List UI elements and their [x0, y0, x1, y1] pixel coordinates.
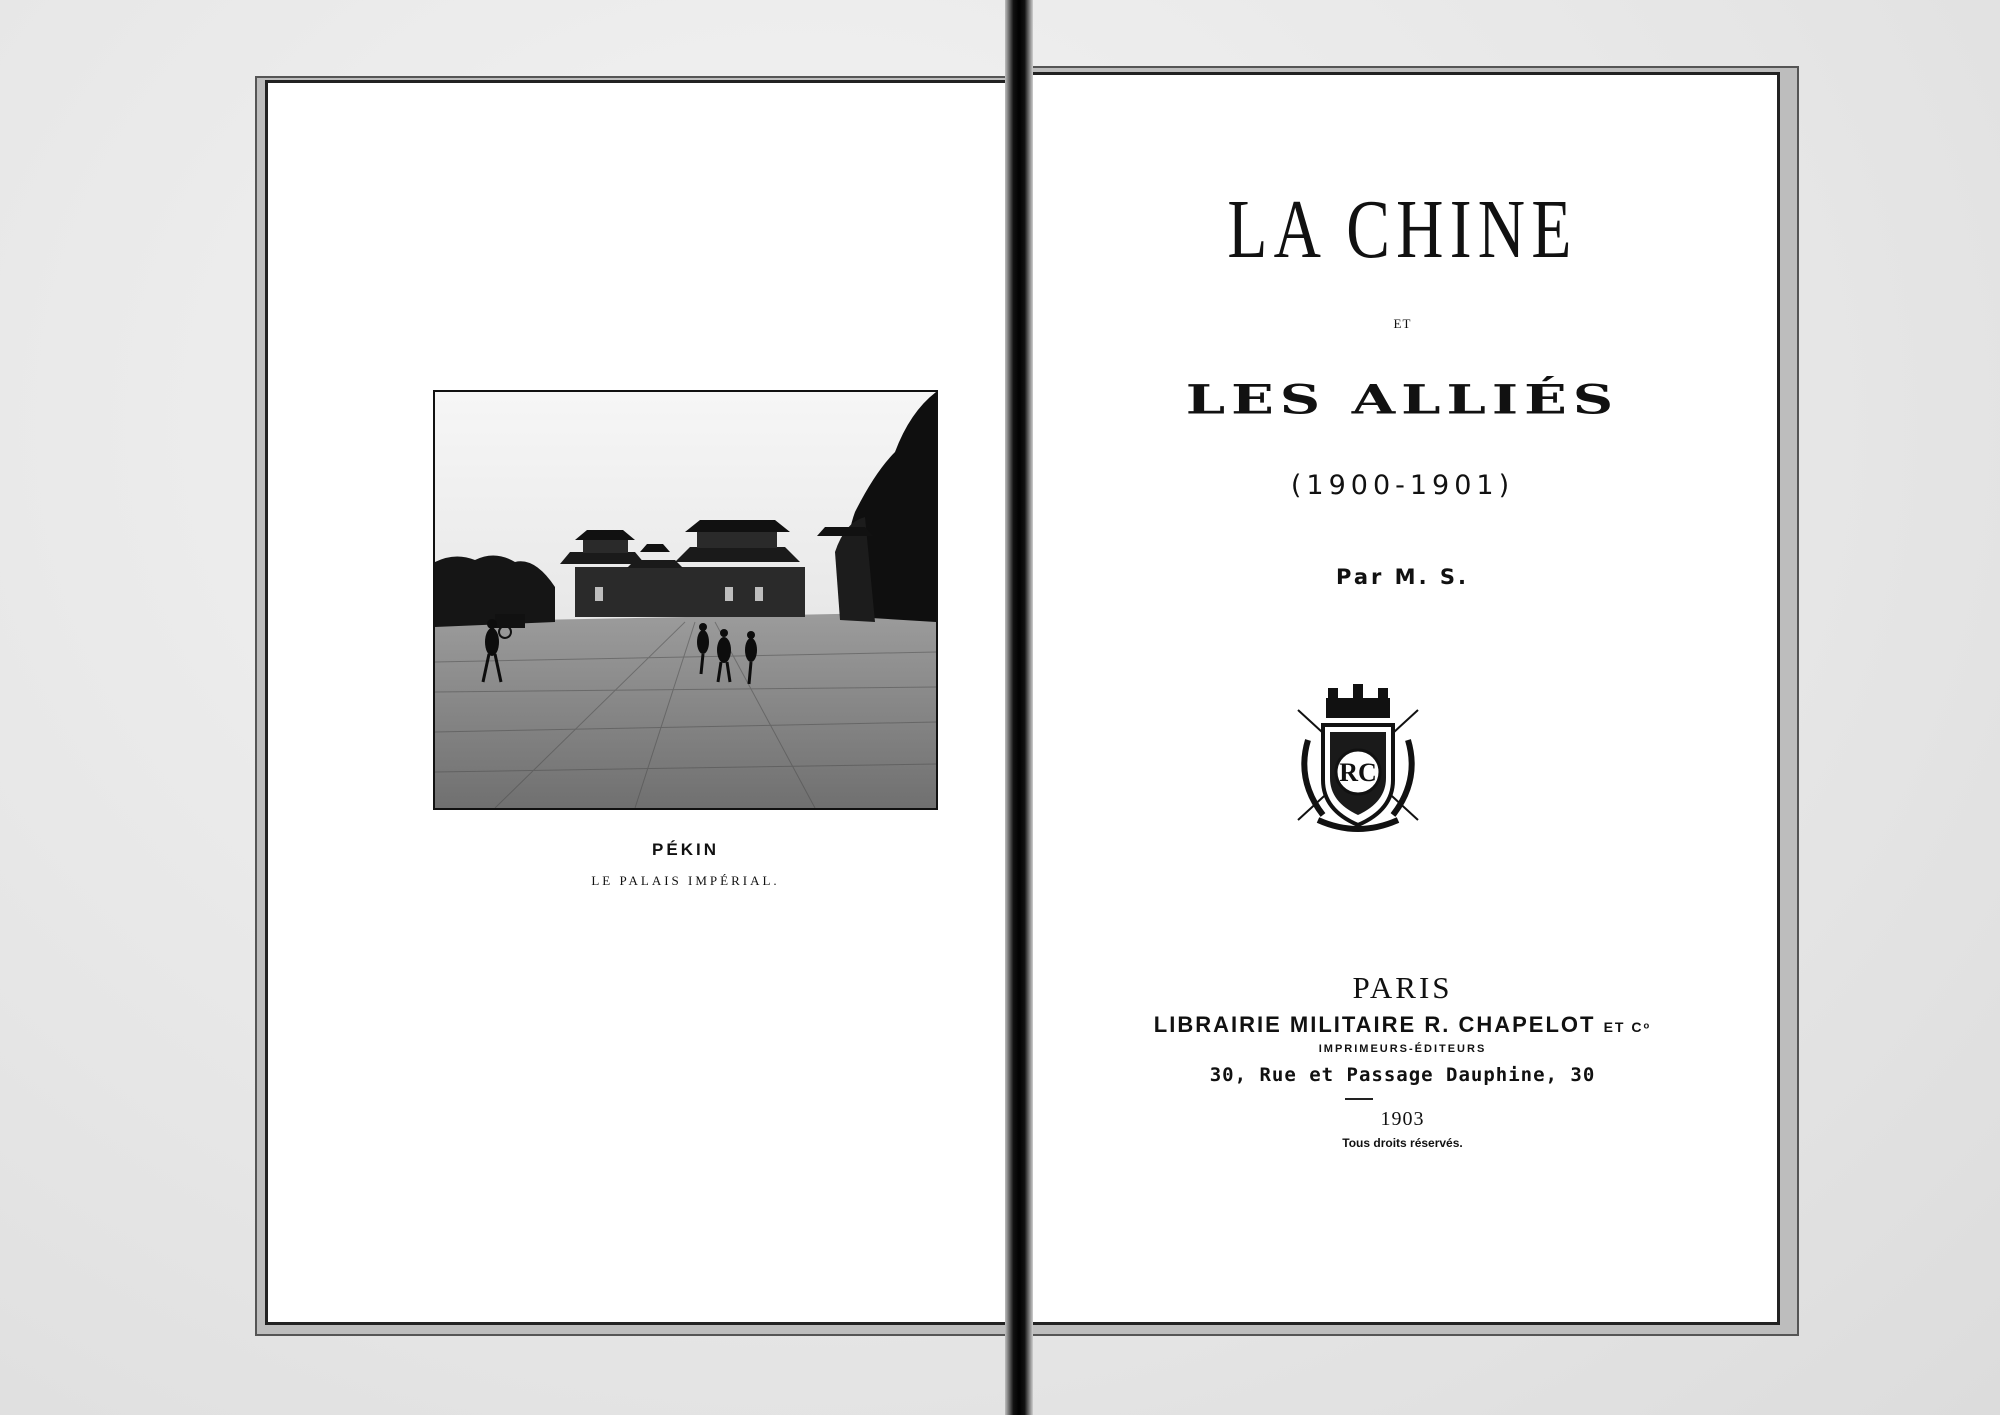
- publisher-name: [1045, 1012, 1760, 1038]
- publisher-address: 30, Rue et Passage Dauphine, 30: [1209, 1064, 1596, 1086]
- frontispiece-caption-subtitle: LE PALAIS IMPÉRIAL.: [591, 873, 780, 888]
- book-gutter: [1005, 0, 1033, 1415]
- book-title-line2: LES ALLIÉS: [1185, 376, 1620, 424]
- rights-notice: Tous droits réservés.: [1342, 1136, 1463, 1150]
- svg-text:RC: RC: [1339, 758, 1377, 787]
- frontispiece-photo: [433, 390, 938, 810]
- title-conjunction: ET: [1393, 316, 1412, 331]
- author-line: Par M. S.: [1336, 565, 1469, 589]
- publisher-main: LIBRAIRIE MILITAIRE R. CHAPELOT: [1153, 1012, 1596, 1037]
- publisher-crest-icon: [1278, 680, 1438, 840]
- publisher-suffix: ET Cᵒ: [1603, 1019, 1652, 1035]
- title-dates: (1900-1901): [1290, 470, 1515, 501]
- year-rule: [1345, 1098, 1373, 1100]
- publication-year: 1903: [1380, 1108, 1425, 1130]
- publication-city: PARIS: [1352, 970, 1453, 1005]
- frontispiece-caption-title: PÉKIN: [652, 840, 719, 859]
- imperial-palace-photo: [435, 392, 936, 808]
- printers-label: IMPRIMEURS-ÉDITEURS: [1318, 1043, 1487, 1055]
- book-title-line1: LA CHINE: [1227, 183, 1578, 276]
